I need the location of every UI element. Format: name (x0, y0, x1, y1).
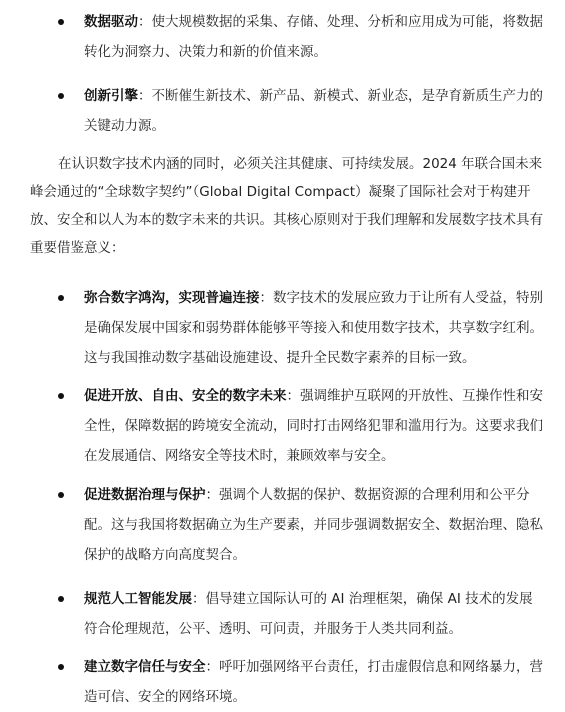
list-item-title: 建立数字信任与安全 (84, 659, 206, 675)
list-item-title: 创新引擎 (84, 88, 138, 104)
list-item-body: 使大规模数据的采集、存储、处理、分析和应用成为可能，将数据转化为洞察力、决策力和新的价值来源。 (84, 14, 543, 60)
list-item (58, 283, 558, 373)
bullet-icon (58, 93, 64, 99)
body-paragraph: 在认识数字技术内涵的同时，必须关注其健康、可持续发展。2024 年联合国未来峰会通过的“全球数字契约”（Global Digital Compact）凝聚了国际社会对于构建开放、安全和以人为本的数字未来的共识。其核心原则对于我们理解和发展数字技术具有重要借鉴意义： (30, 156, 543, 256)
list-item-text (84, 652, 546, 712)
bullet-icon (58, 596, 64, 602)
list-item-text (84, 381, 546, 471)
list-item-title: 促进开放、自由、安全的数字未来 (84, 388, 287, 404)
list-item-text (84, 81, 546, 141)
list-item-separator: ： (286, 388, 300, 404)
list-item (58, 7, 558, 67)
list-item-separator: ： (205, 487, 219, 503)
list-item-title: 规范人工智能发展 (84, 591, 192, 607)
list-item-body: 倡导建立国际认可的 AI 治理框架，确保 AI 技术的发展符合伦理规范，公平、透明、可问责，并服务于人类共同利益。 (84, 591, 533, 637)
list-item-body: 强调个人数据的保护、数据资源的合理利用和公平分配。这与我国将数据确立为生产要素，并同步强调数据安全、数据治理、隐私保护的战略方向高度契合。 (84, 487, 543, 563)
list-item-text (84, 7, 546, 67)
list-item (58, 381, 558, 471)
list-item-text (84, 584, 546, 644)
list-item-separator: ： (205, 659, 219, 675)
list-item-title: 弥合数字鸿沟，实现普遍连接 (84, 290, 260, 306)
list-item-text (84, 283, 546, 373)
bullet-icon (58, 295, 64, 301)
list-item-separator: ： (192, 591, 206, 607)
bullet-icon (58, 393, 64, 399)
bullet-icon (58, 664, 64, 670)
list-item (58, 81, 558, 141)
list-item-title: 促进数据治理与保护 (84, 487, 206, 503)
bullet-icon (58, 492, 64, 498)
list-item-text (84, 480, 546, 570)
list-item (58, 480, 558, 570)
list-item-body: 数字技术的发展应致力于让所有人受益，特别是确保发展中国家和弱势群体能够平等接入和使用数字技术，共享数字红利。这与我国推动数字基础设施建设、提升全民数字素养的目标一致。 (84, 290, 543, 366)
list-item (58, 652, 558, 712)
list-item-body: 不断催生新技术、新产品、新模式、新业态，是孕育新质生产力的关键动力源。 (84, 88, 543, 134)
list-item-body: 呼吁加强网络平台责任，打击虚假信息和网络暴力，营造可信、安全的网络环境。 (84, 659, 543, 705)
list-item-separator: ： (259, 290, 273, 306)
list-item-separator: ： (138, 88, 152, 104)
list-item-body: 强调维护互联网的开放性、互操作性和安全性，保障数据的跨境安全流动，同时打击网络犯罪和滥用行为。这要求我们在发展通信、网络安全等技术时，兼顾效率与安全。 (84, 388, 543, 464)
list-item-title: 数据驱动 (84, 14, 138, 30)
bullet-icon (58, 19, 64, 25)
list-item (58, 584, 558, 644)
list-item-separator: ： (138, 14, 152, 30)
